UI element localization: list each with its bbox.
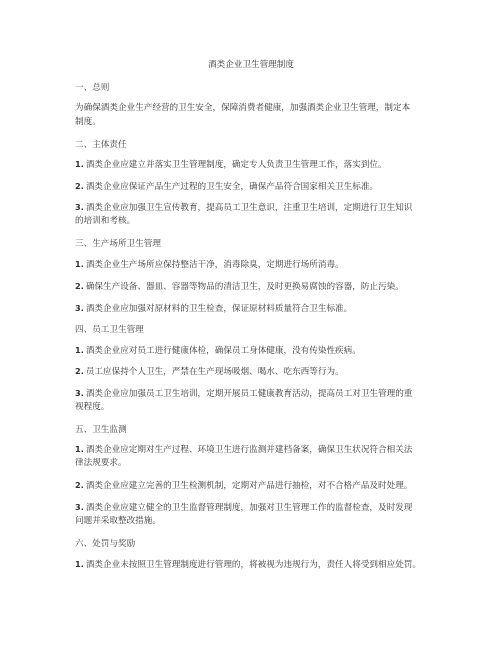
- paragraph-line: 问题并采取整改措施。: [75, 516, 161, 526]
- item-number: 2.: [75, 480, 84, 490]
- item-text: 酒类企业应建立并落实卫生管理制度，确定专人负责卫生管理工作，落实到位。: [85, 160, 387, 170]
- item-number: 2.: [75, 281, 84, 291]
- list-item: [75, 180, 378, 193]
- paragraph-line: 视程度。: [75, 402, 110, 412]
- section-heading: 五、卫生监测: [75, 425, 127, 435]
- item-text: 酒类企业应对员工进行健康体检，确保员工身体健康，没有传染性疾病。: [85, 346, 361, 356]
- paragraph-line: 律法规要求。: [75, 458, 127, 468]
- item-text: 员工应保持个人卫生，严禁在生产现场吸烟、喝水、吃东西等行为。: [85, 367, 344, 377]
- section-heading: 一、总则: [75, 83, 110, 93]
- item-number: 3.: [75, 388, 84, 398]
- list-item: [75, 280, 404, 293]
- paragraph-line: 制度。: [75, 117, 101, 127]
- item-number: 2.: [75, 181, 84, 191]
- item-text: 酒类企业应加强卫生宣传教育，提高员工卫生意识，注重卫生培训，定期进行卫生知识: [85, 203, 413, 213]
- item-number: 2.: [75, 366, 84, 376]
- list-item: [75, 201, 412, 214]
- item-text: 酒类企业未按照卫生管理制度进行管理的，将被视为违规行为，责任人将受到相应处罚。: [85, 560, 421, 570]
- item-text: 酒类企业应建立健全的卫生监督管理制度，加强对卫生管理工作的监督检查，及时发现: [85, 503, 413, 513]
- paragraph-line: 的培训和考核。: [75, 216, 136, 226]
- item-number: 3.: [75, 502, 84, 512]
- section-heading: 三、生产场所卫生管理: [75, 239, 161, 249]
- item-text: 酒类企业生产场所应保持整洁干净，消毒除臭，定期进行场所消毒。: [85, 260, 344, 270]
- document-title: 酒类企业卫生管理制度: [208, 60, 294, 70]
- section-heading: 四、员工卫生管理: [75, 325, 144, 335]
- item-text: 酒类企业应建立完善的卫生检测机制，定期对产品进行抽检，对不合格产品及时处理。: [85, 481, 413, 491]
- list-item: [75, 365, 344, 378]
- list-item: [75, 501, 412, 514]
- list-item: [75, 558, 421, 571]
- section-heading: 六、处罚与奖励: [75, 539, 136, 549]
- section-heading: 二、主体责任: [75, 140, 127, 150]
- paragraph-line: 为确保酒类企业生产经营的卫生安全，保障消费者健康，加强酒类企业卫生管理，制定本: [75, 103, 411, 113]
- list-item: [75, 387, 412, 400]
- list-item: [75, 344, 361, 357]
- item-text: 酒类企业应加强员工卫生培训，定期开展员工健康教育活动，提高员工对卫生管理的重: [85, 389, 413, 399]
- item-number: 1.: [75, 559, 84, 569]
- item-text: 酒类企业应保证产品生产过程的卫生安全，确保产品符合国家相关卫生标准。: [85, 182, 379, 192]
- item-number: 3.: [75, 202, 84, 212]
- item-text: 酒类企业应加强对原材料的卫生检查，保证原材料质量符合卫生标准。: [85, 304, 353, 314]
- list-item: [75, 158, 387, 171]
- item-number: 1.: [75, 444, 84, 454]
- list-item: [75, 302, 352, 315]
- list-item: [75, 258, 344, 271]
- item-text: 酒类企业应定期对生产过程、环境卫生进行监测并建档备案，确保卫生状况符合相关法: [85, 445, 413, 455]
- list-item: [75, 479, 412, 492]
- item-number: 1.: [75, 259, 84, 269]
- list-item: [75, 443, 412, 456]
- item-text: 确保生产设备、器皿、容器等物品的清洁卫生，及时更换易腐蚀的容器，防止污染。: [85, 282, 404, 292]
- item-number: 1.: [75, 345, 84, 355]
- item-number: 1.: [75, 159, 84, 169]
- item-number: 3.: [75, 303, 84, 313]
